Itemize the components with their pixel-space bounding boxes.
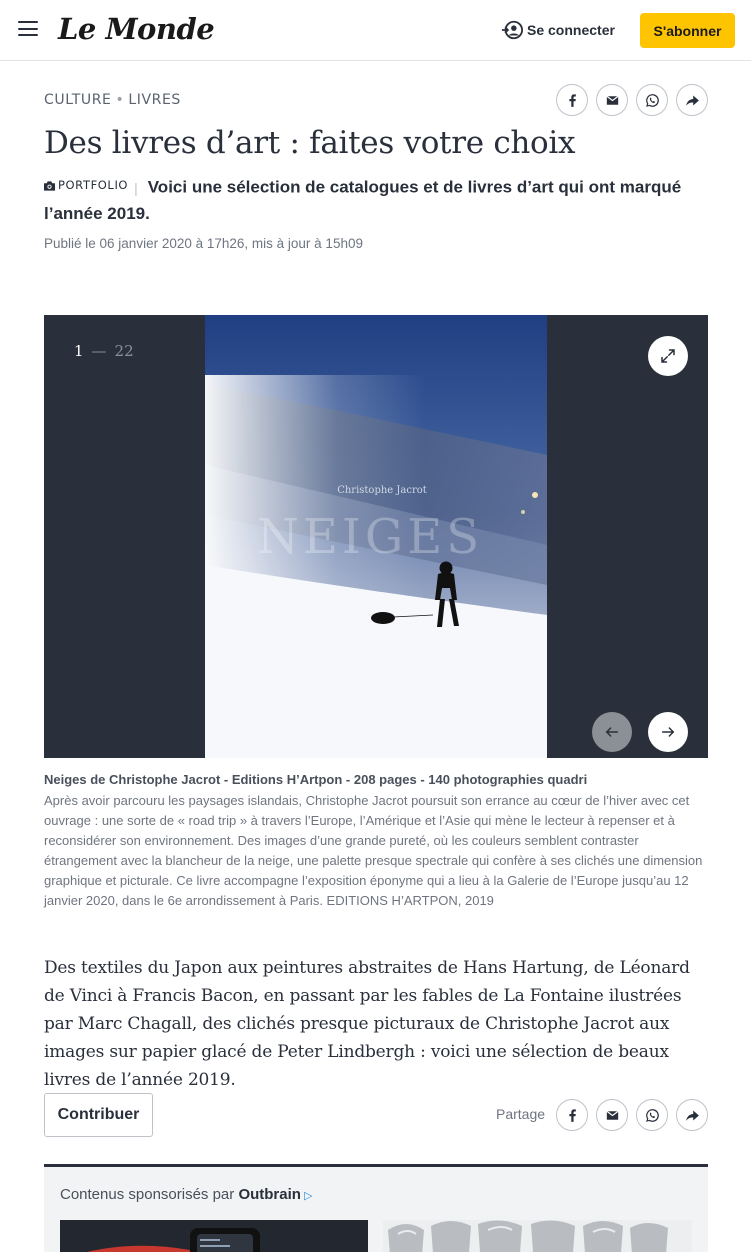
facebook-icon xyxy=(564,1107,581,1124)
slide-current: 1 xyxy=(74,342,84,360)
cover-title: NEIGES xyxy=(256,509,484,565)
user-icon xyxy=(501,19,523,41)
slide-counter-dash: — xyxy=(91,342,107,360)
sponsored-thumbnail[interactable] xyxy=(60,1220,368,1252)
fullscreen-button[interactable] xyxy=(648,336,688,376)
slide-caption-body: Après avoir parcouru les paysages islandais, Christophe Jacrot poursuit son errance au cœur de l’hiver avec cet ouvrage : une sorte de « road trip » à travers l’Europe, l’Amérique et l’Asie qui mène le lecteur à repenser et à reconsidérer son environnement. Des images d’une grande pureté, où les couleurs semblent contraster étrangement avec la blancheur de la neige, une palette presque spectrale qui confère à ses clichés une dimension graphique et picturale. Ce livre accompagne l’exposition éponyme qui a lieu à la Galerie de l’Europe jusqu’au 12 janvier 2020, dans le 6e arrondissement à Paris. EDITIONS H’ARTPON, 2019 xyxy=(44,793,703,908)
slide-total: 22 xyxy=(114,342,134,360)
subscribe-button[interactable]: S'abonner xyxy=(640,13,735,48)
whatsapp-share-button[interactable] xyxy=(636,84,668,116)
sponsored-block xyxy=(44,1167,708,1252)
facebook-share-button[interactable] xyxy=(556,1099,588,1131)
expand-icon xyxy=(659,347,677,365)
share-more-button[interactable] xyxy=(676,1099,708,1131)
portfolio-viewer xyxy=(44,315,708,758)
login-label: Se connecter xyxy=(527,22,615,38)
previous-slide-button[interactable] xyxy=(592,712,632,752)
article-body: Des textiles du Japon aux peintures abstraites de Hans Hartung, de Léonard de Vinci à Francis Bacon, en passant par les fables de La Fontaine ilustrées par Marc Chagall, des clichés presque picturaux de Christophe Jacrot aux images sur papier glacé de Peter Lindbergh : voici une sélection de beaux livres de l’année 2019. xyxy=(44,958,690,1090)
article-dateline: Publié le 06 janvier 2020 à 17h26, mis à jour à 15h09 xyxy=(44,236,363,251)
portfolio-tag-label: PORTFOLIO xyxy=(58,178,129,192)
facebook-icon xyxy=(564,92,581,109)
portfolio-tag xyxy=(44,173,128,198)
site-logo[interactable]: Le Monde xyxy=(58,12,215,46)
share-icon xyxy=(684,1107,701,1124)
share-bar-top xyxy=(556,84,708,116)
cover-author: Christophe Jacrot xyxy=(337,485,427,496)
whatsapp-icon xyxy=(644,92,661,109)
share-more-button[interactable] xyxy=(676,84,708,116)
slide-counter xyxy=(74,342,134,360)
breadcrumb-subsection[interactable]: LIVRES xyxy=(128,92,181,108)
share-bar-bottom xyxy=(556,1099,708,1131)
outbrain-logo[interactable]: Outbrain xyxy=(238,1186,301,1203)
mail-icon xyxy=(604,92,621,109)
article-title: Des livres d’art : faites votre choix xyxy=(44,125,576,161)
outbrain-play-icon[interactable]: ▷ xyxy=(303,1190,313,1202)
share-label: Partage xyxy=(496,1106,546,1122)
login-button[interactable] xyxy=(501,19,615,41)
whatsapp-share-button[interactable] xyxy=(636,1099,668,1131)
next-slide-button[interactable] xyxy=(648,712,688,752)
mail-icon xyxy=(604,1107,621,1124)
contribute-button[interactable]: Contribuer xyxy=(44,1093,153,1137)
whatsapp-icon xyxy=(644,1107,661,1124)
breadcrumb-separator: • xyxy=(115,92,125,108)
mail-share-button[interactable] xyxy=(596,84,628,116)
book-cover-image xyxy=(205,315,547,758)
mail-share-button[interactable] xyxy=(596,1099,628,1131)
slide-caption-title: Neiges de Christophe Jacrot - Editions H’Artpon - 208 pages - 140 photographies quadri xyxy=(44,772,588,787)
facebook-share-button[interactable] xyxy=(556,84,588,116)
site-header xyxy=(0,0,751,61)
breadcrumb xyxy=(44,92,181,108)
tag-separator: | xyxy=(134,179,138,196)
sponsored-thumbnail[interactable] xyxy=(383,1220,692,1252)
menu-icon[interactable] xyxy=(18,21,38,37)
share-icon xyxy=(684,92,701,109)
sponsored-label-text: Contenus sponsorisés par xyxy=(60,1186,235,1203)
article-lead xyxy=(44,173,714,226)
arrow-right-icon xyxy=(660,724,676,740)
lead-text: Voici une sélection de catalogues et de livres d’art qui ont marqué l’année 2019. xyxy=(44,177,682,223)
camera-icon xyxy=(44,181,55,191)
sponsored-label xyxy=(60,1186,312,1203)
arrow-left-icon xyxy=(604,724,620,740)
breadcrumb-section[interactable]: CULTURE xyxy=(44,92,112,108)
